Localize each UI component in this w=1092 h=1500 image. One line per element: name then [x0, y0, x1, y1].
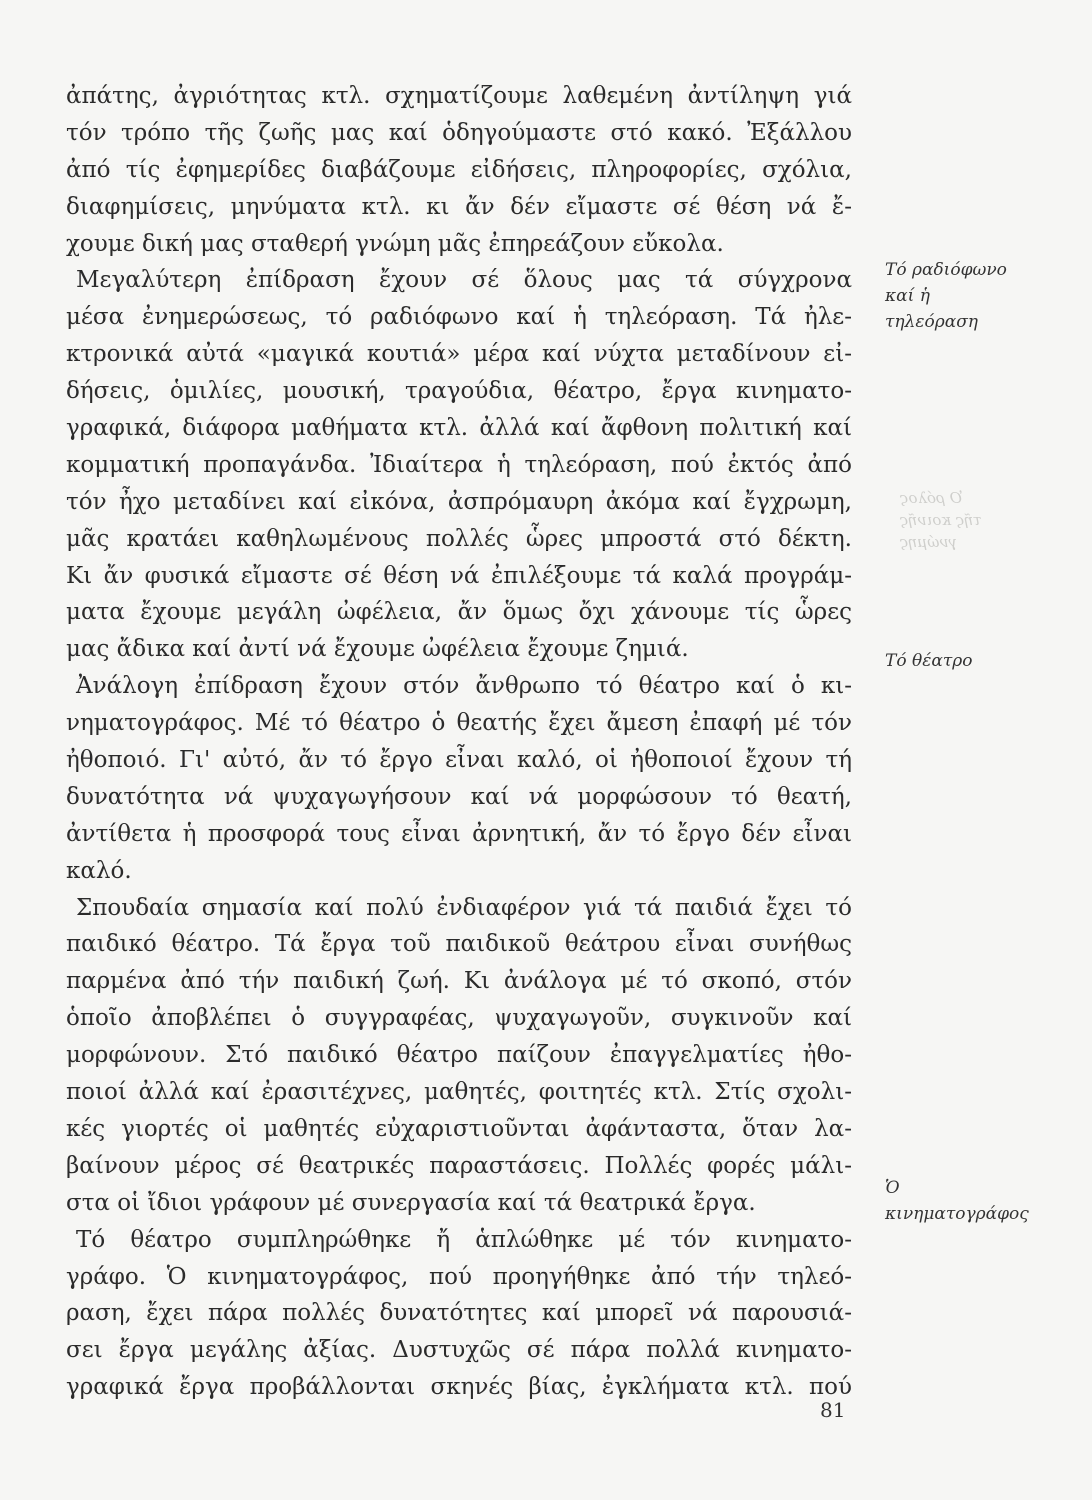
text-line: καλό.: [66, 857, 132, 884]
text-line: βαίνουν μέρος σέ θεατρικές παραστάσεις. Πολλές φορές μάλι-: [66, 1152, 852, 1179]
text-line: δήσεις, ὁμιλίες, μουσική, τραγούδια, θέατρο, ἔργα κινηματο-: [66, 378, 852, 405]
text-line: τόν ἦχο μεταδίνει καί εἰκόνα, ἀσπρόμαυρη ἀκόμα καί ἔγχρωμη,: [66, 488, 852, 515]
text-line: ἀπάτης, ἀγριότητας κτλ. σχηματίζουμε λαθεμένη ἀντίληψη γιά: [66, 83, 852, 109]
text-line: σει ἔργα μεγάλης ἀξίας. Δυστυχῶς σέ πάρα πολλά κινηματο-: [66, 1337, 852, 1364]
text-line: ραση, ἔχει πάρα πολλές δυνατότητες καί μπορεῖ νά παρουσιά-: [66, 1300, 852, 1327]
text-line: παρμένα ἀπό τήν παιδική ζωή. Κι ἀνάλογα μέ τό σκοπό, στόν: [66, 968, 852, 995]
page-number: 81: [820, 1398, 846, 1422]
text-line: Κι ἄν φυσικά εἴμαστε σέ θέση νά ἐπιλέξουμε τά καλά προγράμ-: [66, 562, 852, 589]
margin-note-line: τηλεόραση: [885, 312, 978, 332]
show-through-text: [900, 487, 1030, 553]
text-line: τόν τρόπο τῆς ζωῆς μας καί ὁδηγούμαστε στό κακό. Ἐξάλλου: [66, 119, 852, 146]
margin-note-line: Τό θέατρο: [885, 651, 973, 671]
text-line: γραφικά, διάφορα μαθήματα κτλ. ἀλλά καί ἄφθονη πολιτική καί: [66, 415, 852, 442]
text-line: στα οἱ ἴδιοι γράφουν μέ συνεργασία καί τά θεατρικά ἔργα.: [66, 1189, 756, 1216]
text-line: νηματογράφος. Μέ τό θέατρο ὁ θεατής ἔχει ἄμεση ἐπαφή μέ τόν: [66, 710, 852, 737]
text-line: ποιοί ἀλλά καί ἐρασιτέχνες, μαθητές, φοιτητές κτλ. Στίς σχολι-: [66, 1079, 852, 1106]
text-line: ματα ἔχουμε μεγάλη ὠφέλεια, ἄν ὅμως ὄχι χάνουμε τίς ὧρες: [66, 599, 852, 626]
text-line: γράφο. Ὁ κινηματογράφος, πού προηγήθηκε ἀπό τήν τηλεό-: [66, 1263, 852, 1290]
margin-note-radio: [885, 257, 1075, 335]
text-line: παιδικό θέατρο. Τά ἔργα τοῦ παιδικοῦ θεάτρου εἶναι συνήθως: [66, 931, 852, 958]
body-text: [66, 78, 852, 1406]
text-line: μέσα ἐνημερώσεως, τό ραδιόφωνο καί ἡ τηλεόραση. Τά ἠλε-: [66, 304, 852, 331]
text-line: μας ἄδικα καί ἀντί νά ἔχουμε ὠφέλεια ἔχουμε ζημιά.: [66, 636, 689, 663]
text-line: μᾶς κρατάει καθηλωμένους πολλές ὧρες μπροστά στό δέκτη.: [66, 525, 852, 552]
margin-note-theatre: [885, 648, 1075, 674]
margin-note-line: Τό ραδιόφωνο: [885, 260, 1007, 280]
ghost-line: Ὁ ρόλος: [900, 489, 963, 507]
text-line: διαφημίσεις, μηνύματα κτλ. κι ἄν δέν εἴμαστε σέ θέση νά ἔ-: [66, 193, 852, 220]
margin-note-line: καί ἡ: [885, 286, 930, 306]
text-line: χουμε δική μας σταθερή γνώμη μᾶς ἐπηρεάζουν εὔκολα.: [66, 230, 724, 257]
text-line: ὁποῖο ἀποβλέπει ὁ συγγραφέας, ψυχαγωγοῦν, συγκινοῦν καί: [66, 1005, 852, 1032]
text-line: μορφώνουν. Στό παιδικό θέατρο παίζουν ἐπαγγελματίες ἠθο-: [66, 1042, 852, 1069]
text-line: γραφικά ἔργα προβάλλονται σκηνές βίας, ἐγκλήματα κτλ. πού: [66, 1374, 852, 1401]
text-line: Ἀνάλογη ἐπίδραση ἔχουν στόν ἄνθρωπο τό θέατρο καί ὁ κι-: [76, 673, 852, 700]
text-line: κές γιορτές οἱ μαθητές εὐχαριστιοῦνται ἀφάνταστα, ὅταν λα-: [66, 1115, 852, 1142]
text-line: ἀντίθετα ἡ προσφορά τους εἶναι ἀρνητική, ἄν τό ἔργο δέν εἶναι: [66, 820, 852, 847]
text-line: κομματική προπαγάνδα. Ἰδιαίτερα ἡ τηλεόραση, πού ἐκτός ἀπό: [66, 451, 852, 478]
text-line: Μεγαλύτερη ἐπίδραση ἔχουν σέ ὅλους μας τά σύγχρονα: [76, 267, 852, 294]
margin-note-line: Ὁ: [885, 1178, 900, 1198]
margin-note-cinema: [885, 1175, 1075, 1227]
text-line: δυνατότητα νά ψυχαγωγήσουν καί νά μορφώσουν τό θεατή,: [66, 783, 852, 810]
ghost-line: γνώμης: [900, 533, 958, 551]
text-line: ἀπό τίς ἐφημερίδες διαβάζουμε εἰδήσεις, πληροφορίες, σχόλια,: [66, 156, 852, 183]
margin-note-line: κινηματογράφος: [885, 1204, 1029, 1224]
text-line: Σπουδαία σημασία καί πολύ ἐνδιαφέρον γιά τά παιδιά ἔχει τό: [76, 894, 852, 921]
ghost-line: τῆς κοινῆς: [900, 511, 982, 529]
text-line: Τό θέατρο συμπληρώθηκε ἤ ἁπλώθηκε μέ τόν κινηματο-: [76, 1226, 852, 1253]
text-line: κτρονικά αὐτά «μαγικά κουτιά» μέρα καί νύχτα μεταδίνουν εἰ-: [66, 341, 852, 368]
text-line: ἠθοποιό. Γι' αὐτό, ἄν τό ἔργο εἶναι καλό, οἱ ἠθοποιοί ἔχουν τή: [66, 747, 852, 774]
